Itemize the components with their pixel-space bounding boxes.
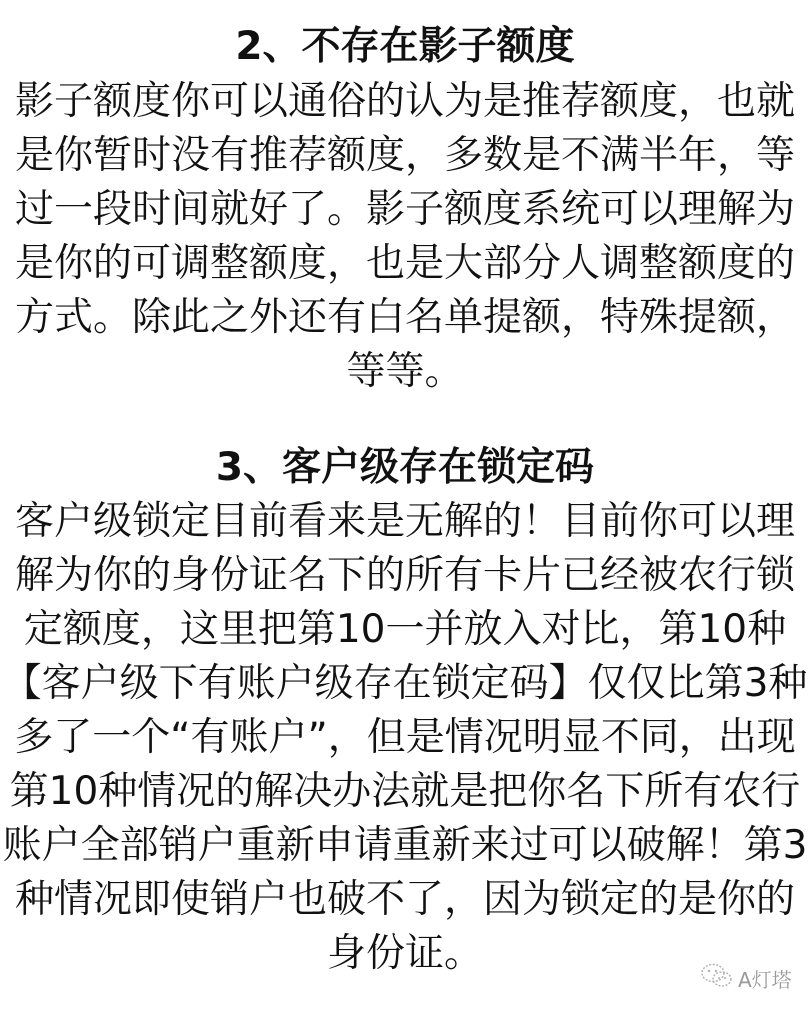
- paragraph-line: 身份证。: [326, 931, 483, 976]
- paragraph-line: 定额度，这里把第10一并放入对比，第10种: [23, 607, 787, 652]
- paragraph-line: 是你暂时没有推荐额度，多数是不满半年，等: [14, 133, 795, 178]
- paragraph-line: 过一段时间就好了。影子额度系统可以理解为: [14, 187, 795, 232]
- watermark-text: A灯塔: [738, 967, 792, 992]
- paragraph-line: 种情况即使销户也破不了，因为锁定的是你的: [14, 877, 795, 922]
- paragraph-line: 【客户级下有账户级存在锁定码】仅仅比第3种: [2, 661, 808, 706]
- paragraph-line: 等等。: [346, 349, 464, 394]
- section-heading: 3、客户级存在锁定码: [215, 445, 595, 490]
- section-heading: 2、不存在影子额度: [235, 24, 575, 69]
- paragraph-line: 客户级锁定目前看来是无解的！目前你可以理: [14, 499, 795, 544]
- paragraph-line: 多了一个“有账户”，但是情况明显不同，出现: [14, 715, 796, 760]
- watermark: [700, 963, 792, 993]
- paragraph-line: 方式。除此之外还有白名单提额，特殊提额，: [14, 295, 795, 340]
- paragraph-line: 第10种情况的解决办法就是把你名下所有农行: [9, 769, 801, 814]
- paragraph-line: 解为你的身份证名下的所有卡片已经被农行锁: [14, 553, 795, 598]
- paragraph-line: 影子额度你可以通俗的认为是推荐额度，也就: [14, 79, 795, 124]
- paragraph-line: 是你的可调整额度，也是大部分人调整额度的: [14, 241, 795, 286]
- paragraph-line: 账户全部销户重新申请重新来过可以破解！第3: [2, 823, 808, 868]
- wechat-icon: [700, 962, 734, 995]
